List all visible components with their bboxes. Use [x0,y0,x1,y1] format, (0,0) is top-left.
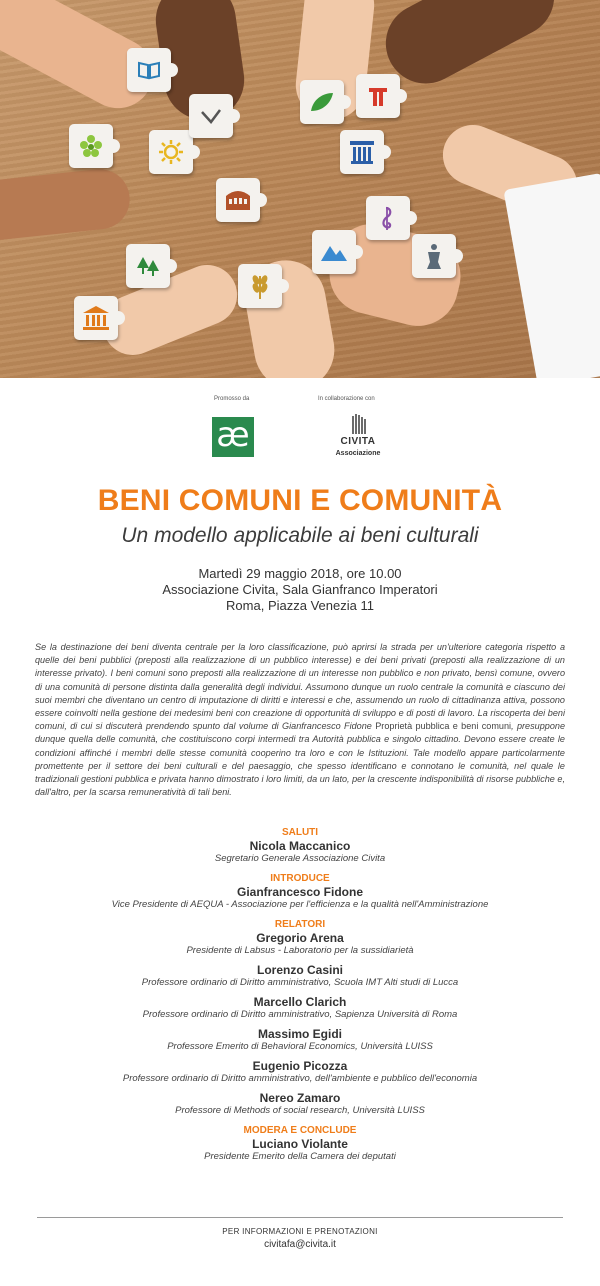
speaker-name: Nereo Zamaro [259,1091,341,1105]
speaker-name: Nicola Maccanico [249,839,351,853]
event-address: Roma, Piazza Venezia 11 [226,598,374,613]
section-label: SALUTI [281,827,319,838]
hero-image [0,0,600,378]
speaker-role: Professore ordinario di Diritto amministrativo, Scuola IMT Alti studi di Lucca [141,977,459,988]
music-note-icon [377,205,399,231]
description-paragraph [35,641,565,799]
description-part-1: Se la destinazione dei beni diventa centrale per la loro classificazione, può aprirsi la strada per un'ulteriore categoria rispetto a quelle dei beni pubblici (preposti alla realizzazione di un pubblico interesse) e dei beni privati (preposti alla realizzazione di un interesse privato). I beni comuni sono preposti alla realizzazione di un interesse non pubblico e non privato, bensì comune, ovvero di una comunità di persone distinta dalla generalità degli individui. Assumono dunque un ruolo centrale la comunità e ciascuno dei suoi membri che diventano un centro di imputazione di diritti e interessi e che, assumendo un ruolo di cittadinanza attiva, possono essere coinvolti nella gestione dei medesimi beni con creazione di opportunità di sviluppo e di posti di lavoro. La riscoperta dei beni comuni, di cui si discuterà prendendo spunto dal volume di Gianfrancesco Fidone [35,642,565,732]
puzzle-piece [238,264,282,308]
statue-icon [422,242,446,270]
wheat-icon [249,272,271,300]
flower-icon [79,134,103,158]
book-title: Proprietà pubblica e beni comuni [375,721,512,732]
speaker-role: Presidente Emerito della Camera dei deputati [204,1151,396,1162]
speaker-name: Eugenio Picozza [252,1059,348,1073]
speaker-role: Presidente di Labsus - Laboratorio per la sussidiarietà [186,945,414,956]
speaker-name: Gianfrancesco Fidone [236,885,364,899]
puzzle-piece [69,124,113,168]
puzzle-piece [216,178,260,222]
speaker-entry [0,1059,600,1085]
checkmark-icon [199,106,223,126]
speaker-name: Luciano Violante [252,1137,348,1151]
section-label: RELATORI [274,919,326,930]
speaker-name: Lorenzo Casini [256,963,343,977]
section-introduce [0,873,600,911]
sun-icon [158,139,184,165]
puzzle-piece [126,244,170,288]
temple-icon [82,305,110,331]
puzzle-piece [356,74,400,118]
puzzle-piece [74,296,118,340]
speaker-name: Massimo Egidi [257,1027,343,1041]
civita-building-icon [328,414,388,436]
puzzle-piece [312,230,356,274]
contact-email-link[interactable]: civitafa@civita.it [264,1239,336,1250]
description-part-2: , presuppone dunque quella delle comunità, che costituiscono corpi intermedi tra Autorità pubblica e singolo cittadino. Devono essere create le condizioni affinché i membri delle stesse comunità cooperino tra loro e con le Istituzioni. Tale modello appare particolarmente promettente per il settore dei beni culturali e del paesaggio, che spesso identificano e connotano le comunità, nel quale le tradizionali gestioni pubblica e privata hanno dimostrato i loro limiti, da un lato, per la crescente indisponibilità di risorse pubbliche e, dall'altro, per la scarsa remuneratività di tali beni. [35,721,565,798]
arch-icon [366,84,390,108]
mountains-icon [320,242,348,262]
puzzle-piece [149,130,193,174]
promoted-by-label: Promosso da [214,396,250,402]
civita-logo [328,414,388,462]
aequa-logo-glyph: æ [216,415,250,455]
speaker-role: Vice Presidente di AEQUA - Associazione per l'efficienza e la qualità nell'Amministrazione [111,899,489,910]
event-subtitle: Un modello applicabile ai beni culturali [121,524,479,547]
book-icon [137,60,161,80]
speaker-role: Professore di Methods of social research, Università LUISS [175,1105,425,1116]
speaker-role: Professore ordinario di Diritto amministrativo, Sapienza Università di Roma [142,1009,458,1020]
section-saluti [0,827,600,865]
puzzle-piece [340,130,384,174]
speaker-name: Marcello Clarich [253,995,347,1009]
colosseum-icon [224,188,252,212]
event-venue: Associazione Civita, Sala Gianfranco Imperatori [162,582,438,597]
puzzle-piece [189,94,233,138]
footer-divider [37,1217,563,1218]
speaker-entry [0,1027,600,1053]
column-capital-icon [348,139,376,165]
speaker-role: Professore ordinario di Diritto amministrativo, dell'ambiente e pubblico dell'economia [122,1073,478,1084]
section-relatori [0,919,600,1117]
info-label: PER INFORMAZIONI E PRENOTAZIONI [222,1227,378,1236]
section-label: MODERA E CONCLUDE [243,1125,357,1136]
collaboration-label: In collaborazione con [318,396,375,402]
speaker-role: Professore Emerito di Behavioral Economics, Università LUISS [167,1041,433,1052]
event-title: BENI COMUNI E COMUNITÀ [97,484,503,517]
civita-subtitle: Associazione [335,450,381,457]
speaker-entry [0,995,600,1021]
puzzle-piece [300,80,344,124]
puzzle-piece [366,196,410,240]
puzzle-piece [412,234,456,278]
aequa-logo [212,417,254,457]
section-modera [0,1125,600,1163]
speaker-role: Segretario Generale Associazione Civita [214,853,386,864]
section-label: INTRODUCE [270,873,330,884]
speaker-entry [0,931,600,957]
puzzle-piece [127,48,171,92]
speaker-name: Gregorio Arena [256,931,344,945]
leaf-icon [309,91,335,113]
event-details [0,566,600,614]
program [0,827,600,1171]
civita-name: CIVITA [340,436,376,447]
speaker-entry [0,1091,600,1117]
speaker-entry [0,963,600,989]
event-date: Martedì 29 maggio 2018, ore 10.00 [198,566,402,581]
tree-icon [136,254,160,278]
